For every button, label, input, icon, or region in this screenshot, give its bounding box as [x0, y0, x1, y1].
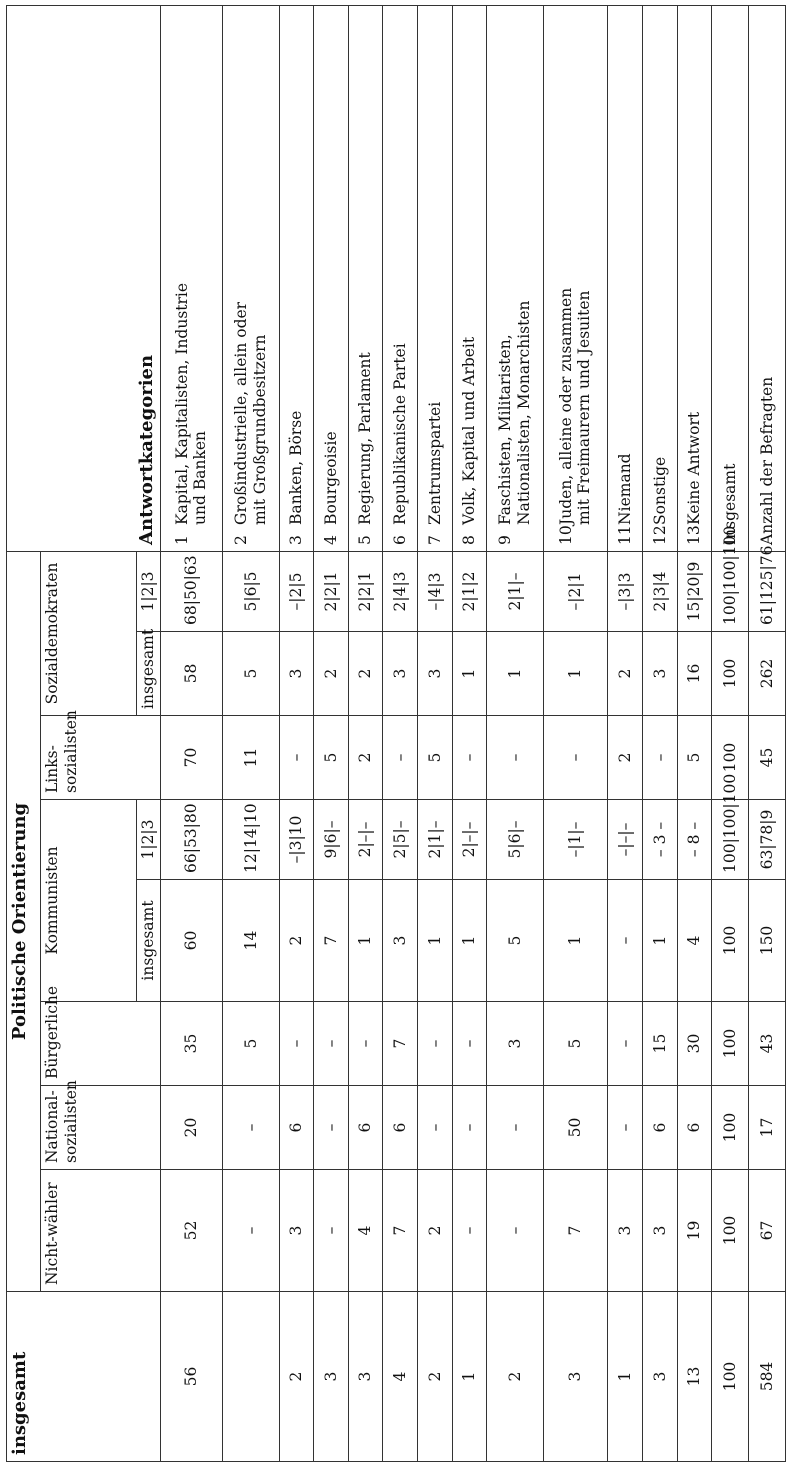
table-cell: 7: [383, 1170, 418, 1292]
table-cell: –: [608, 1002, 643, 1086]
row-label-text: Volk, Kapital und Arbeit: [460, 336, 479, 525]
table-cell: 5: [223, 632, 279, 716]
row-label-text: Regierung, Parlament: [356, 352, 375, 525]
table-row: [643, 5, 678, 1461]
table-cell: –: [452, 716, 487, 800]
table-cell: 4: [677, 880, 712, 1002]
table-cell: 100|100|100: [712, 800, 749, 880]
table-cell: 6: [383, 1086, 418, 1170]
row-label-text: Kapital, Kapitalisten, Industrie und Banken: [172, 282, 210, 525]
table-cell: 100: [712, 880, 749, 1002]
table-body: [160, 5, 785, 1461]
table-cell: 13: [677, 1292, 712, 1462]
table-cell: 5|6|–: [487, 800, 543, 880]
table-cell: –: [279, 1002, 314, 1086]
row-label: [487, 5, 543, 551]
table-cell: 3: [383, 632, 418, 716]
table-cell: 43: [749, 1002, 786, 1086]
nichtwaehler-header: Nicht-wähler: [41, 1170, 161, 1292]
table-cell: 4: [383, 1292, 418, 1462]
table-cell: 6: [643, 1086, 678, 1170]
row-label-text: Bourgeoisie: [321, 431, 340, 525]
table-cell: 5: [487, 880, 543, 1002]
table-cell: –: [314, 1086, 349, 1170]
table-cell: 1: [487, 632, 543, 716]
table-cell: 2|1|2: [452, 551, 487, 631]
table-cell: 7: [314, 880, 349, 1002]
table-cell: 2: [418, 1170, 453, 1292]
table-cell: –: [383, 716, 418, 800]
table-cell: 1: [543, 632, 608, 716]
table-cell: 5|6|5: [223, 551, 279, 631]
table-cell: 2: [314, 632, 349, 716]
table-row: [712, 5, 749, 1461]
table-cell: –: [348, 1002, 383, 1086]
table-cell: 1: [418, 880, 453, 1002]
table-cell: 45: [749, 716, 786, 800]
row-label: [677, 5, 712, 551]
row-label: [608, 5, 643, 551]
table-cell: 15: [643, 1002, 678, 1086]
table-cell: 1: [452, 880, 487, 1002]
table-row: [452, 5, 487, 1461]
table-cell: 6: [677, 1086, 712, 1170]
table-row: [749, 5, 786, 1461]
table-cell: – 3 –: [643, 800, 678, 880]
table-cell: 14: [223, 880, 279, 1002]
table-cell: 20: [160, 1086, 223, 1170]
table-row: [314, 5, 349, 1461]
table-cell: –: [279, 716, 314, 800]
table-cell: 2|2|1: [314, 551, 349, 631]
table-cell: 2: [279, 880, 314, 1002]
sozialdemokraten-split-subheader: 1|2|3: [137, 551, 161, 631]
table-cell: 16: [677, 632, 712, 716]
table-cell: 2|5|–: [383, 800, 418, 880]
table-cell: 52: [160, 1170, 223, 1292]
table-row: [608, 5, 643, 1461]
row-label: [418, 5, 453, 551]
table-cell: 100: [712, 1170, 749, 1292]
table-cell: – 8 –: [677, 800, 712, 880]
table-cell: –: [418, 1086, 453, 1170]
table-cell: 35: [160, 1002, 223, 1086]
kommunisten-split-subheader: 1|2|3: [137, 800, 161, 880]
table-cell: 584: [749, 1292, 786, 1462]
table-cell: –|3|3: [608, 551, 643, 631]
table-cell: 2: [487, 1292, 543, 1462]
row-label-text: Juden, alleine oder zusammen mit Freimaurern und Jesuiten: [556, 287, 594, 525]
table-cell: 2: [608, 632, 643, 716]
table-cell: 3: [279, 1170, 314, 1292]
table-cell: 1: [643, 880, 678, 1002]
row-label-text: Großindustrielle, allein oder mit Großgrundbesitzern: [232, 301, 269, 525]
row-label: [314, 5, 349, 551]
table-cell: 11: [223, 716, 279, 800]
survey-table: [6, 5, 786, 1462]
row-label: [383, 5, 418, 551]
table-cell: 3: [418, 632, 453, 716]
table-row: [223, 5, 279, 1461]
table-row: [279, 5, 314, 1461]
row-label: Insgesamt: [712, 5, 749, 551]
row-number: 12: [650, 525, 669, 545]
table-cell: 3: [383, 880, 418, 1002]
table-cell: –: [608, 880, 643, 1002]
group-header: Politische Orientierung: [7, 551, 41, 1291]
table-cell: –: [452, 1086, 487, 1170]
row-label-text: Sonstige: [650, 456, 669, 525]
row-number: 7: [425, 535, 444, 545]
table-cell: 2|2|1: [348, 551, 383, 631]
row-label-text: Keine Antwort: [685, 411, 704, 525]
table-cell: –: [223, 1170, 279, 1292]
row-number: 3: [287, 535, 306, 545]
table-cell: 2|1|–: [418, 800, 453, 880]
table-cell: 2|3|4: [643, 551, 678, 631]
table-cell: 2|–|–: [348, 800, 383, 880]
table-cell: –|–|–: [608, 800, 643, 880]
table-cell: 3: [279, 632, 314, 716]
table-cell: –: [314, 1170, 349, 1292]
row-label-text: Niemand: [615, 453, 634, 525]
table-cell: 100: [712, 632, 749, 716]
table-cell: 3: [314, 1292, 349, 1462]
row-number: 13: [685, 525, 704, 545]
table-row: [543, 5, 608, 1461]
table-cell: 1: [608, 1292, 643, 1462]
table-cell: 67: [749, 1170, 786, 1292]
table-cell: 3: [643, 1292, 678, 1462]
table-row: [160, 5, 223, 1461]
table-cell: 56: [160, 1292, 223, 1462]
table-cell: 5: [314, 716, 349, 800]
table-cell: –: [223, 1086, 279, 1170]
table-cell: –|2|1: [543, 551, 608, 631]
table-cell: [223, 1292, 279, 1462]
table-cell: 7: [383, 1002, 418, 1086]
table-cell: 7: [543, 1170, 608, 1292]
table-row: [418, 5, 453, 1461]
table-cell: 100|100|100: [712, 551, 749, 631]
table-cell: –: [487, 716, 543, 800]
table-cell: 5: [418, 716, 453, 800]
row-number: 6: [390, 535, 409, 545]
table-cell: 17: [749, 1086, 786, 1170]
row-number: 2: [232, 535, 251, 545]
table-cell: 262: [749, 632, 786, 716]
table-cell: –: [452, 1002, 487, 1086]
table-cell: –|1|–: [543, 800, 608, 880]
table-cell: 60: [160, 880, 223, 1002]
table-cell: 9|6|–: [314, 800, 349, 880]
row-number: 8: [460, 535, 479, 545]
table-row: [348, 5, 383, 1461]
nationalsozialisten-header: National-sozialisten: [41, 1086, 161, 1170]
table-cell: 66|53|80: [160, 800, 223, 880]
row-label: [452, 5, 487, 551]
table-cell: 3: [643, 1170, 678, 1292]
table-cell: 15|20|9: [677, 551, 712, 631]
row-label: [279, 5, 314, 551]
row-number: 4: [321, 535, 340, 545]
table-cell: 3: [608, 1170, 643, 1292]
row-number: 11: [615, 525, 634, 545]
table-cell: 1: [452, 1292, 487, 1462]
table-cell: 5: [543, 1002, 608, 1086]
table-cell: 70: [160, 716, 223, 800]
table-cell: 68|50|63: [160, 551, 223, 631]
table-cell: 2: [608, 716, 643, 800]
table-cell: 3: [487, 1002, 543, 1086]
table-cell: –: [487, 1086, 543, 1170]
kommunisten-total-subheader: insgesamt: [137, 880, 161, 1002]
table-cell: 1: [348, 880, 383, 1002]
table-cell: 61|125|76: [749, 551, 786, 631]
table-cell: –: [487, 1170, 543, 1292]
table-cell: 100: [712, 1086, 749, 1170]
table-cell: 4: [348, 1170, 383, 1292]
table-cell: 2|1|–: [487, 551, 543, 631]
table-cell: 100: [712, 1002, 749, 1086]
table-cell: 100: [712, 1292, 749, 1462]
row-label: [643, 5, 678, 551]
table-cell: 2|–|–: [452, 800, 487, 880]
table-row: [383, 5, 418, 1461]
row-number: 9: [496, 535, 515, 545]
table-cell: 3: [543, 1292, 608, 1462]
row-label-text: Zentrumspartei: [425, 401, 444, 525]
table-row: [487, 5, 543, 1461]
row-label-text: Banken, Börse: [287, 410, 306, 525]
table-cell: 2: [348, 716, 383, 800]
table-cell: 3: [643, 632, 678, 716]
row-label-text: Republikanische Partei: [390, 343, 409, 525]
row-number: 10: [556, 525, 575, 545]
sozialdemokraten-total-subheader: insgesamt: [137, 632, 161, 716]
table-cell: –|2|5: [279, 551, 314, 631]
table-cell: 100: [712, 716, 749, 800]
row-label-text: Faschisten, Militaristen, Nationalisten, Monarchisten: [496, 300, 533, 525]
row-label-header: Antwortkategorien: [7, 5, 161, 551]
table-cell: –: [608, 1086, 643, 1170]
table-cell: 2: [348, 632, 383, 716]
table-cell: –: [543, 716, 608, 800]
table-cell: –: [452, 1170, 487, 1292]
table-cell: 5: [677, 716, 712, 800]
table-cell: 50: [543, 1086, 608, 1170]
table-cell: 2|4|3: [383, 551, 418, 631]
table-row: [677, 5, 712, 1461]
table-cell: 1: [543, 880, 608, 1002]
row-number: 5: [356, 535, 375, 545]
row-number: 1: [172, 535, 191, 545]
table-cell: 58: [160, 632, 223, 716]
table-cell: 6: [279, 1086, 314, 1170]
table-cell: –|3|10: [279, 800, 314, 880]
table-cell: 19: [677, 1170, 712, 1292]
table-cell: 63|78|9: [749, 800, 786, 880]
table-cell: –: [314, 1002, 349, 1086]
linkssozialisten-header: Links-sozialisten: [41, 716, 161, 800]
table-cell: –: [418, 1002, 453, 1086]
table-cell: 2: [279, 1292, 314, 1462]
table-cell: 3: [348, 1292, 383, 1462]
row-label: [348, 5, 383, 551]
kommunisten-header: Kommunisten: [41, 800, 137, 1002]
table-cell: –|4|3: [418, 551, 453, 631]
row-label: [223, 5, 279, 551]
table-cell: 5: [223, 1002, 279, 1086]
table-cell: –: [643, 716, 678, 800]
total-column-header: insgesamt: [7, 1292, 161, 1462]
table-cell: 2: [418, 1292, 453, 1462]
buergerliche-header: Bürgerliche: [41, 1002, 161, 1086]
row-label: [543, 5, 608, 551]
table-cell: 30: [677, 1002, 712, 1086]
table-cell: 1: [452, 632, 487, 716]
table-cell: 12|14|10: [223, 800, 279, 880]
row-label: [160, 5, 223, 551]
sozialdemokraten-header: Sozialdemokraten: [41, 551, 137, 715]
table-cell: 150: [749, 880, 786, 1002]
row-label: Anzahl der Befragten: [749, 5, 786, 551]
table-cell: 6: [348, 1086, 383, 1170]
